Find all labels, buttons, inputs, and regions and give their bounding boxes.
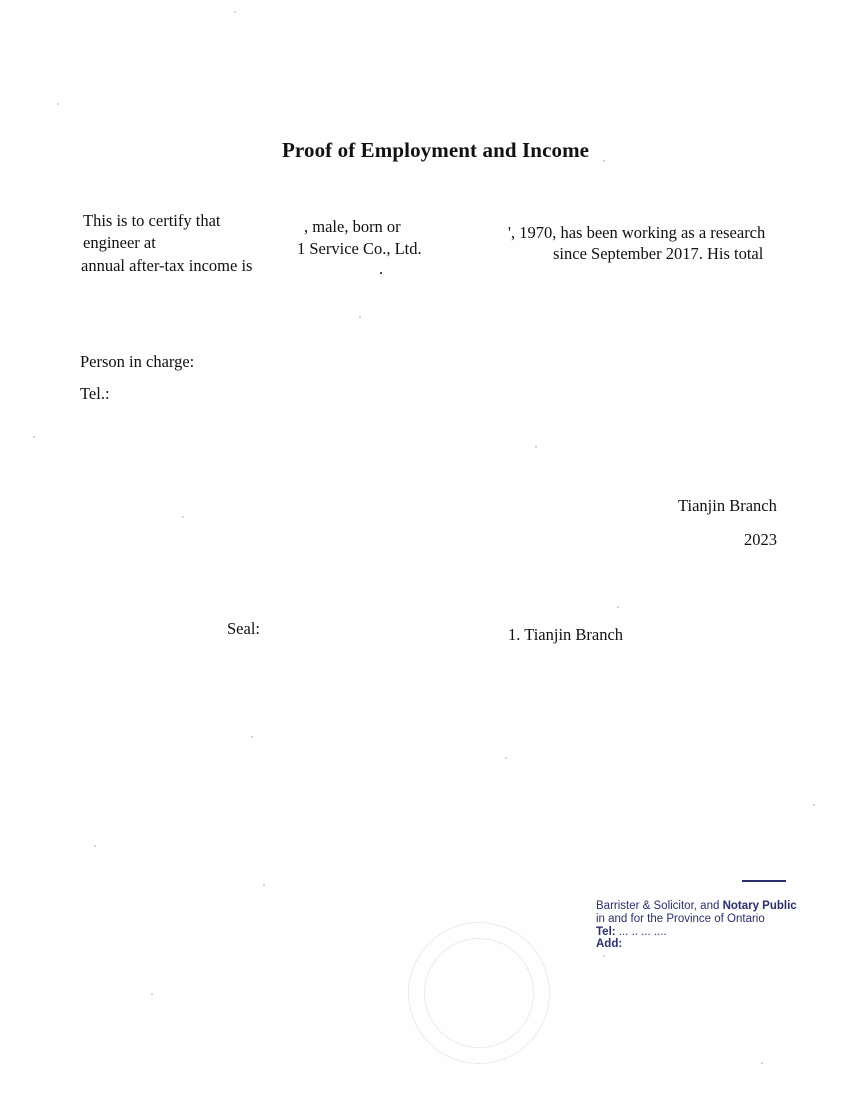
paragraph-line1-middle: , male, born or	[304, 217, 401, 236]
signature-branch: Tianjin Branch	[678, 496, 777, 515]
notary-tel-label: Tel:	[596, 926, 616, 938]
notary-public-label: Notary Public	[722, 900, 797, 912]
scan-speck	[182, 516, 184, 518]
scan-speck	[813, 804, 815, 806]
signature-year: 2023	[744, 530, 777, 549]
notary-title-line	[596, 900, 797, 913]
paragraph-line3-start: annual after-tax income is	[81, 256, 253, 275]
paragraph-line1-end: ', 1970, has been working as a research	[508, 223, 766, 242]
paragraph-line2-start: engineer at	[83, 233, 156, 252]
scan-speck	[505, 757, 507, 759]
telephone-label: Tel.:	[80, 384, 110, 403]
scan-speck	[263, 884, 265, 886]
scan-speck	[234, 11, 236, 13]
seal-branch: 1. Tianjin Branch	[508, 625, 624, 644]
scan-speck	[359, 316, 361, 318]
scan-speck	[151, 993, 153, 995]
notary-address-label: Add:	[596, 938, 623, 950]
scan-speck	[535, 446, 537, 448]
paragraph-line1-start: This is to certify that	[83, 211, 221, 230]
embossed-seal-inner	[424, 938, 534, 1048]
notary-role: Barrister & Solicitor, and	[596, 900, 723, 912]
paragraph-line3-end: .	[379, 259, 384, 278]
scan-speck	[57, 103, 59, 105]
scan-speck	[603, 955, 605, 957]
seal-label: Seal:	[227, 619, 260, 638]
notary-jurisdiction: in and for the Province of Ontario	[596, 913, 765, 925]
notary-signature-line	[742, 880, 786, 882]
scan-speck	[617, 606, 619, 608]
paragraph-line2-end: since September 2017. His total	[553, 244, 764, 263]
document-title: Proof of Employment and Income	[282, 138, 590, 162]
scan-speck	[761, 1062, 763, 1064]
scan-speck	[603, 160, 605, 162]
person-in-charge-label: Person in charge:	[80, 352, 195, 371]
scan-speck	[94, 845, 96, 847]
scan-speck	[33, 436, 35, 438]
paragraph-line2-middle: 1 Service Co., Ltd.	[297, 239, 422, 258]
notary-tel-value: ... .. ... ....	[618, 926, 667, 938]
scan-speck	[251, 736, 253, 738]
